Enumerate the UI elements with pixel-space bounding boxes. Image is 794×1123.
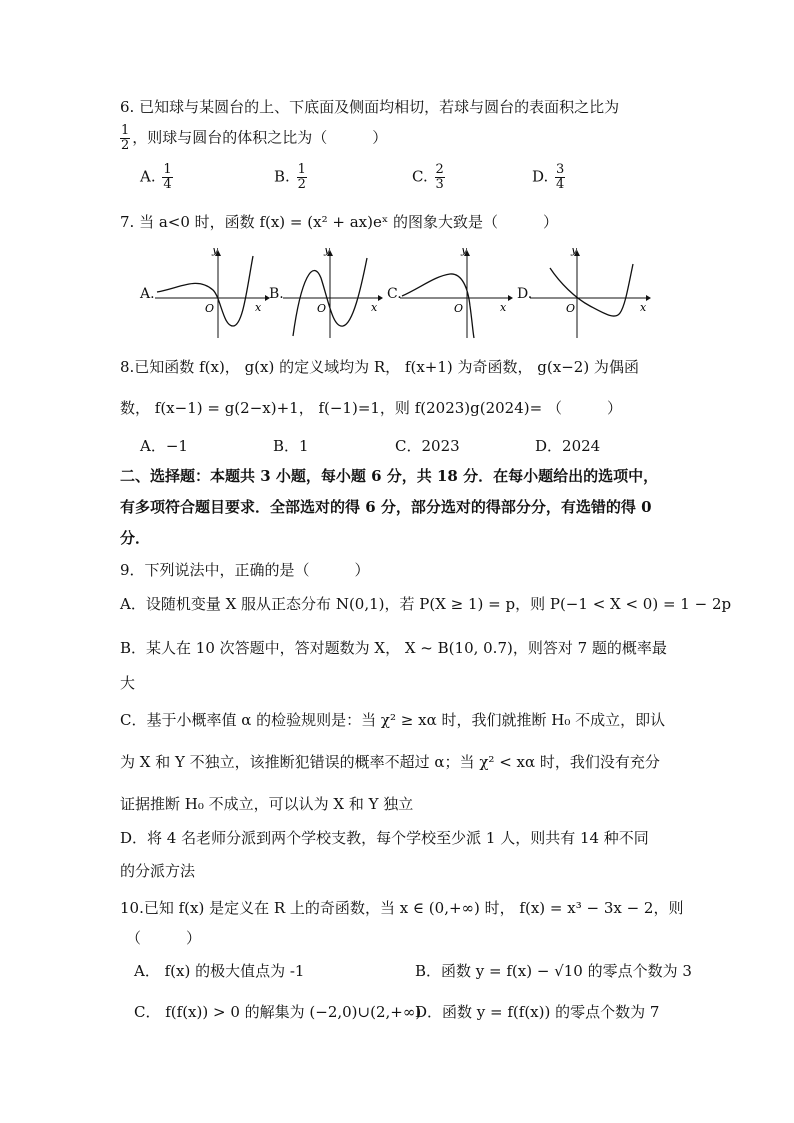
- q8-option-c: [395, 436, 460, 456]
- x-axis-arrow: [508, 295, 513, 301]
- fraction-numerator: 1: [121, 123, 130, 138]
- q7-graph-d-label: D.: [517, 286, 533, 302]
- fraction-numerator: 1: [297, 162, 306, 177]
- origin-label: O: [317, 302, 327, 315]
- q9-option-a: A．设随机变量 X 服从正态分布 N(0,1)，若 P(X ≥ 1) = p，则 P(−1 < X < 0) = 1 − 2p: [120, 595, 732, 613]
- option-label: B.: [274, 167, 290, 186]
- q9-option-d-line2: 的分派方法: [120, 862, 196, 880]
- option-label: C.: [412, 167, 428, 186]
- q7-stem: 7. 当 a<0 时，函数 f(x) = (x² + ax)eˣ 的图象大致是（ ）: [120, 213, 558, 231]
- q6-stem-text: ，则球与圆台的体积之比为（ ）: [132, 128, 388, 147]
- q8-option-b: [273, 436, 309, 456]
- q10-option-d: D．函数 y = f(f(x)) 的零点个数为 7: [415, 1003, 660, 1021]
- x-axis-arrow: [646, 295, 651, 301]
- q9-option-c-line3: 证据推断 H₀ 不成立，可以认为 X 和 Y 独立: [120, 795, 414, 813]
- q6-option-d: [532, 163, 567, 192]
- y-axis-label: y: [212, 248, 219, 256]
- fraction-numerator: 1: [163, 162, 172, 177]
- option-label: A．: [140, 437, 166, 455]
- option-label: B．: [273, 437, 300, 455]
- q9-option-b-line2: 大: [120, 674, 136, 692]
- x-axis-label: x: [371, 301, 378, 314]
- q10-stem: 10.已知 f(x) 是定义在 R 上的奇函数，当 x ∈ (0,+∞) 时， f(x) = x³ − 3x − 2，则: [120, 899, 684, 917]
- q6-stem-line2: [118, 124, 387, 153]
- option-label: D．: [535, 437, 563, 455]
- option-text: 2024: [562, 437, 601, 455]
- section2-line1: 二、选择题：本题共 3 小题，每小题 6 分，共 18 分．在每小题给出的选项中，: [120, 467, 659, 485]
- x-axis-label: x: [500, 301, 507, 314]
- x-axis-label: x: [255, 301, 262, 314]
- q7-graph-c-label: C.: [387, 286, 402, 302]
- q7-graph-c: [400, 248, 515, 340]
- fraction-numerator: 3: [556, 162, 565, 177]
- function-curve: [157, 256, 253, 326]
- fraction-denominator: 2: [121, 138, 130, 153]
- q10-paren: （ ）: [126, 929, 202, 947]
- fraction-numerator: 2: [435, 162, 444, 177]
- y-axis-label: y: [571, 248, 578, 256]
- q10-option-c: C． f(f(x)) > 0 的解集为 (−2,0)∪(2,+∞): [134, 1003, 422, 1021]
- q6-option-b: [274, 163, 309, 192]
- option-text: 2023: [421, 437, 460, 455]
- q7-graph-b-label: B.: [269, 286, 284, 302]
- option-text: 1: [299, 437, 309, 455]
- origin-label: O: [566, 302, 576, 315]
- option-label: C．: [395, 437, 422, 455]
- fraction-denominator: 4: [163, 177, 172, 192]
- q9-option-c-line1: C．基于小概率值 α 的检验规则是：当 χ² ≥ xα 时，我们就推断 H₀ 不成立，即认: [120, 711, 666, 729]
- section2-line2: 有多项符合题目要求．全部选对的得 6 分，部分选对的得部分分，有选错的得 0: [120, 498, 652, 516]
- fraction-denominator: 2: [297, 177, 306, 192]
- q6-fraction: [120, 124, 130, 153]
- q7-graph-a: [155, 248, 270, 340]
- q7-graph-a-label: A.: [140, 286, 155, 302]
- q9-option-b-line1: B．某人在 10 次答题中，答对题数为 X， X ~ B(10, 0.7)，则答对 7 题的概率最: [120, 639, 667, 657]
- q9-option-d-line1: D．将 4 名老师分派到两个学校支教，每个学校至少派 1 人，则共有 14 种不同: [120, 829, 649, 847]
- section2-line3: 分．: [120, 529, 151, 547]
- q6-option-c: [412, 163, 447, 192]
- q9-option-c-line2: 为 X 和 Y 不独立，该推断犯错误的概率不超过 α；当 χ² < xα 时，我们没有充分: [120, 753, 660, 771]
- origin-label: O: [454, 302, 464, 315]
- x-axis-arrow: [378, 295, 383, 301]
- y-axis-label: y: [324, 248, 331, 256]
- q6-stem-line1: 6. 已知球与某圆台的上、下底面及侧面均相切，若球与圆台的表面积之比为: [120, 98, 620, 116]
- option-text: −1: [165, 437, 188, 455]
- q8-line1: 8.已知函数 f(x)， g(x) 的定义域均为 R， f(x+1) 为奇函数， g(x−2) 为偶函: [120, 358, 639, 376]
- option-label: A.: [140, 167, 156, 186]
- q9-stem: 9．下列说法中，正确的是（ ）: [120, 561, 370, 579]
- option-label: D.: [532, 167, 549, 186]
- fraction-denominator: 4: [556, 177, 565, 192]
- q10-option-b: B．函数 y = f(x) − √10 的零点个数为 3: [415, 962, 692, 980]
- origin-label: O: [205, 302, 215, 315]
- q7-graph-d: [530, 248, 652, 340]
- y-axis-label: y: [461, 248, 468, 256]
- x-axis-label: x: [640, 301, 647, 314]
- q10-option-a: A． f(x) 的极大值点为 -1: [134, 962, 305, 980]
- q8-line2: 数， f(x−1) = g(2−x)+1， f(−1)=1，则 f(2023)g(2024)= （ ）: [120, 399, 622, 417]
- function-curve: [550, 264, 633, 316]
- function-curve: [402, 274, 474, 338]
- q6-option-a: [140, 163, 175, 192]
- q8-option-a: [140, 436, 188, 456]
- q7-graph-b: [283, 248, 383, 340]
- fraction-denominator: 3: [435, 177, 444, 192]
- q8-option-d: [535, 436, 600, 456]
